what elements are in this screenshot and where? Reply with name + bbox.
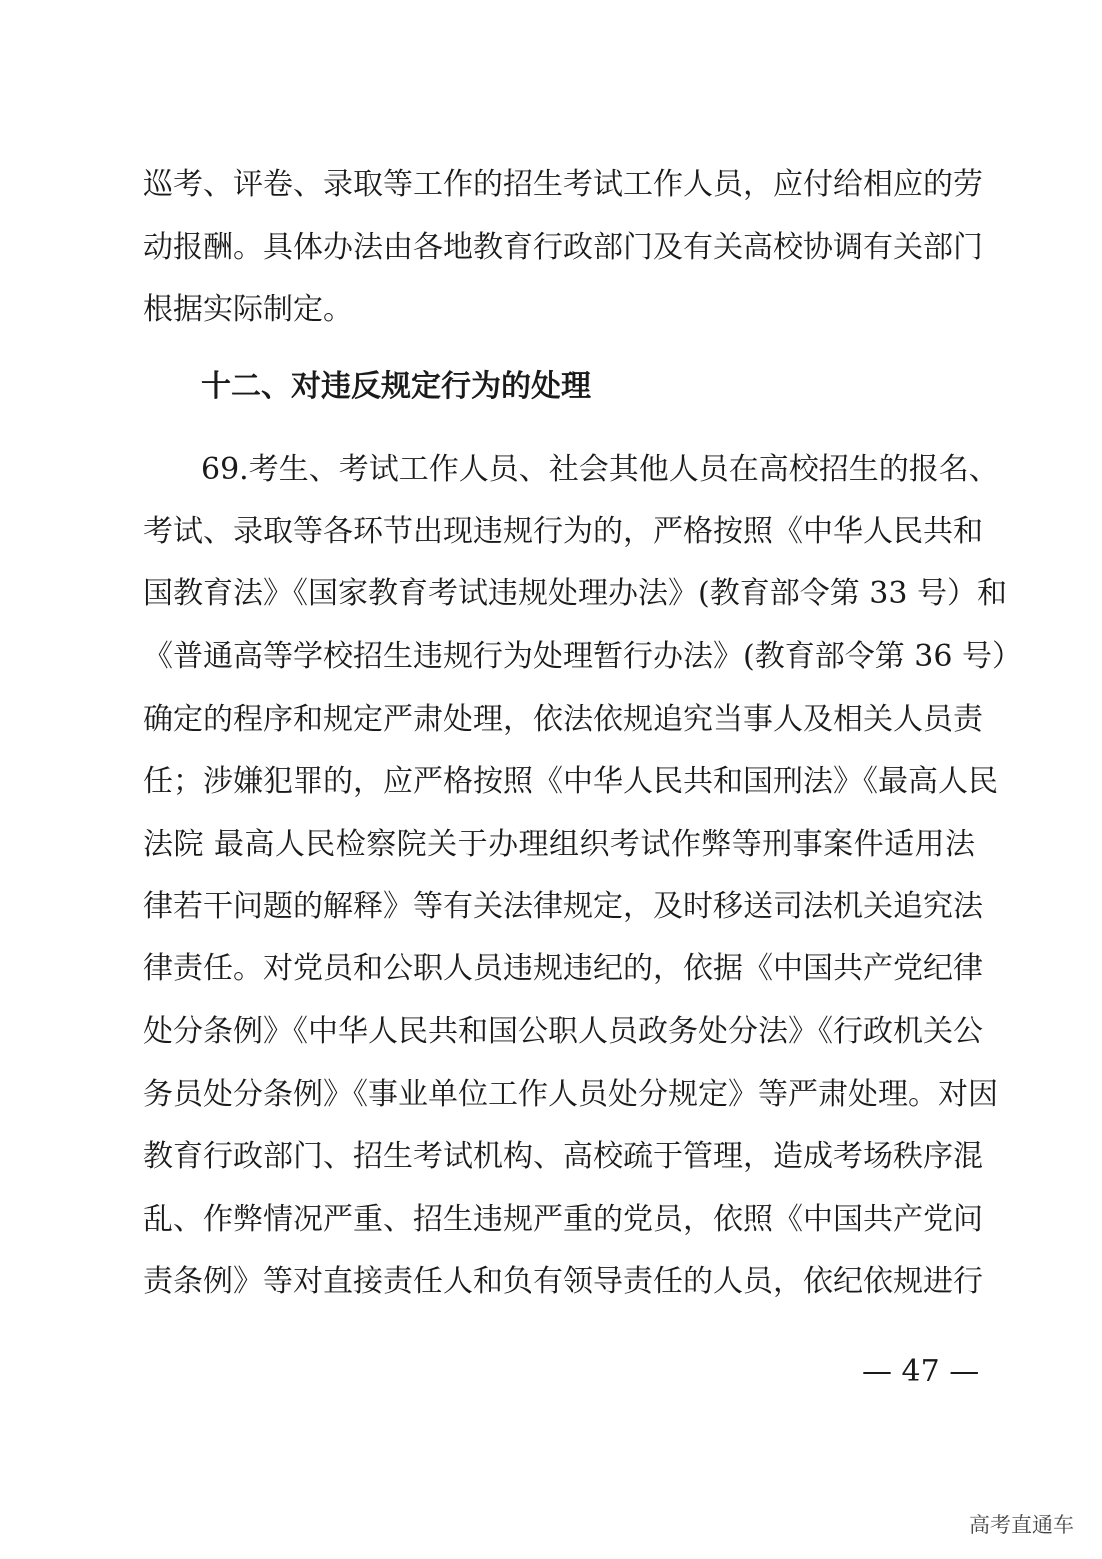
article-line-6: 任；涉嫌犯罪的，应严格按照《中华人民共和国刑法》《最高人民	[143, 764, 998, 799]
watermark-label: 高考直通车	[969, 1513, 1074, 1537]
article-line-7: 法院 最高人民检察院关于办理组织考试作弊等刑事案件适用法	[143, 827, 975, 862]
article-line-14: 责条例》等对直接责任人和负有领导责任的人员，依纪依规进行	[143, 1264, 983, 1299]
article-line-4: 《普通高等学校招生违规行为处理暂行办法》(教育部令第 36 号）	[143, 639, 1022, 674]
article-line-10: 处分条例》《中华人民共和国公职人员政务处分法》《行政机关公	[143, 1014, 983, 1049]
article-line-8: 律若干问题的解释》等有关法律规定，及时移送司法机关追究法	[143, 889, 983, 924]
article-line-5: 确定的程序和规定严肃处理，依法依规追究当事人及相关人员责	[143, 702, 983, 737]
intro-line-2: 动报酬。具体办法由各地教育行政部门及有关高校协调有关部门	[143, 230, 983, 265]
section-heading: 十二、对违反规定行为的处理	[201, 369, 591, 404]
article-line-13: 乱、作弊情况严重、招生违规严重的党员，依照《中国共产党问	[143, 1202, 983, 1237]
article-line-1: 69.考生、考试工作人员、社会其他人员在高校招生的报名、	[201, 452, 999, 487]
article-line-12: 教育行政部门、招生考试机构、高校疏于管理，造成考场秩序混	[143, 1139, 983, 1174]
article-line-2: 考试、录取等各环节出现违规行为的，严格按照《中华人民共和	[143, 514, 983, 549]
article-line-11: 务员处分条例》《事业单位工作人员处分规定》等严肃处理。对因	[143, 1077, 998, 1112]
page-number: — 47 —	[862, 1354, 980, 1389]
intro-line-1: 巡考、评卷、录取等工作的招生考试工作人员，应付给相应的劳	[143, 167, 983, 202]
article-line-9: 律责任。对党员和公职人员违规违纪的，依据《中国共产党纪律	[143, 951, 983, 986]
article-line-3: 国教育法》《国家教育考试违规处理办法》(教育部令第 33 号）和	[143, 576, 1007, 611]
intro-line-3: 根据实际制定。	[143, 292, 353, 327]
